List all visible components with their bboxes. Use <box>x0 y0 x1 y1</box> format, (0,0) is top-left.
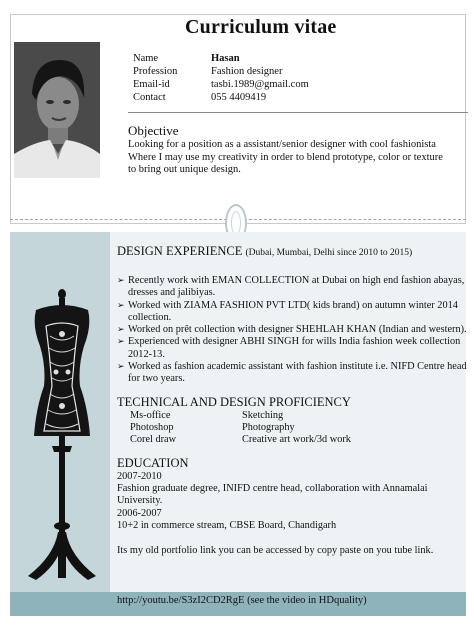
list-item <box>117 275 467 300</box>
skill-item: Sketching <box>242 409 284 421</box>
skill-item: Corel draw <box>130 433 177 445</box>
education-line: Fashion graduate degree, INIFD centre head, collaboration with Annamalai University. <box>117 483 428 507</box>
list-item <box>117 361 467 386</box>
list-item <box>117 324 467 336</box>
list-item-text: Experienced with designer ABHI SINGH for wills India fashion week collection 2012-13. <box>128 336 461 360</box>
skill-item: Creative art work/3d work <box>242 433 351 445</box>
profile-value: Fashion designer <box>211 66 283 77</box>
skill-item: Photography <box>242 421 295 433</box>
profile-row-contact <box>133 91 309 104</box>
objective-title: Objective <box>128 123 179 138</box>
education-line: 10+2 in commerce stream, CBSE Board, Chandigarh <box>117 520 337 532</box>
technical-title: TECHNICAL AND DESIGN PROFICIENCY <box>117 394 351 409</box>
experience-subtitle: (Dubai, Mumbai, Delhi since 2010 to 2015) <box>245 248 413 258</box>
education-line: 2006-2007 <box>117 507 162 519</box>
education-line: 2007-2010 <box>117 470 162 482</box>
section-divider <box>128 112 468 113</box>
list-item <box>117 300 467 325</box>
profile-value: Hasan <box>211 53 240 64</box>
profile-row-name <box>133 52 309 65</box>
resume-content <box>117 244 467 557</box>
arrow-bullet-icon: ➢ <box>117 362 125 373</box>
skills-grid <box>117 410 467 446</box>
skill-item: Photoshop <box>130 421 174 433</box>
list-item-text: Worked on prêt collection with designer SHEHLAH KHAN (Indian and western). <box>128 324 467 336</box>
profile-value: 055 4409419 <box>211 92 267 103</box>
profile-info <box>133 52 309 104</box>
profile-photo <box>14 42 100 178</box>
portfolio-note: Its my old portfolio link you can be accessed by copy paste on you tube link. <box>117 544 434 556</box>
list-item-text: Recently work with EMAN COLLECTION at Dubai on high end fashion abayas, dresses and jalibiyas. <box>128 275 465 299</box>
list-item-text: Worked as fashion academic assistant with fashion institute i.e. NIFD Centre head for two years. <box>128 361 467 385</box>
list-item <box>117 336 467 361</box>
profile-value: tasbi.1989@gmail.com <box>211 79 309 90</box>
education-title: EDUCATION <box>117 455 189 470</box>
profile-label: Contact <box>133 92 166 103</box>
experience-title: DESIGN EXPERIENCE <box>117 244 243 258</box>
portfolio-link[interactable]: http://youtu.be/S3zI2CD2RgE (see the video in HDquality) <box>117 595 367 606</box>
arrow-bullet-icon: ➢ <box>117 325 125 336</box>
arrow-bullet-icon: ➢ <box>117 337 125 348</box>
arrow-bullet-icon: ➢ <box>117 276 125 286</box>
profile-label: Email-id <box>133 79 170 90</box>
profile-row-email <box>133 78 309 91</box>
profile-row-profession <box>133 65 309 78</box>
list-item-text: Worked with ZIAMA FASHION PVT LTD( kids brand) on autumn winter 2014 collection. <box>128 299 458 323</box>
profile-label: Profession <box>133 66 178 77</box>
profile-label: Name <box>133 53 159 64</box>
experience-list <box>117 275 467 386</box>
page-title: Curriculum vitae <box>185 16 337 38</box>
arrow-bullet-icon: ➢ <box>117 300 125 311</box>
experience-heading <box>117 244 467 261</box>
portrait-image <box>14 42 100 178</box>
objective-text: Looking for a position as a assistant/senior designer with cool fashionista Where I may use my creativity in order to blend prototype, color or texture to bring out unique design. <box>128 139 443 176</box>
education-details <box>117 471 467 533</box>
skill-item: Ms-office <box>130 409 171 421</box>
dress-form-icon <box>22 286 102 592</box>
